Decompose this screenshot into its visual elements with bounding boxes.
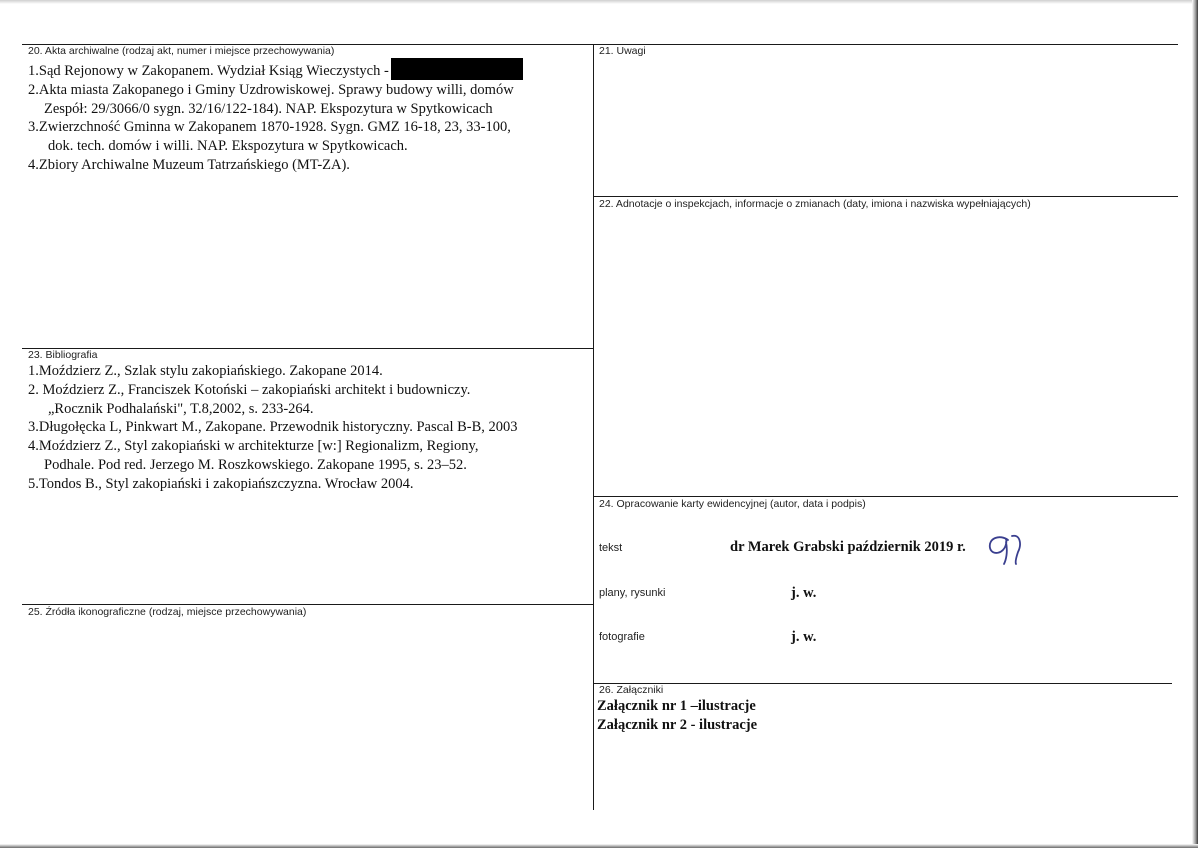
section-25-label: 25. Źródła ikonograficzne (rodzaj, miejsce przechowywania) bbox=[28, 606, 307, 618]
section-26-content bbox=[597, 697, 757, 735]
bibliography-line-6: Podhale. Pod red. Jerzego M. Roszkowskiego. Zakopane 1995, s. 23–52. bbox=[44, 456, 467, 473]
scan-edge-top bbox=[0, 0, 1198, 4]
divider-20-23 bbox=[22, 348, 593, 349]
archive-line-6: 4.Zbiory Archiwalne Muzeum Tatrzańskiego (MT-ZA). bbox=[28, 156, 350, 173]
section-20-label: 20. Akta archiwalne (rodzaj akt, numer i miejsce przechowywania) bbox=[28, 45, 335, 57]
center-divider bbox=[593, 44, 594, 810]
archive-line-1: 1.Sąd Rejonowy w Zakopanem. Wydział Ksiąg Wieczystych - bbox=[28, 58, 523, 81]
bibliography-line-5: 4.Moździerz Z., Styl zakopiański w architekturze [w:] Regionalizm, Regiony, bbox=[28, 438, 479, 455]
section-23-label: 23. Bibliografia bbox=[28, 349, 98, 361]
scan-edge-right bbox=[1192, 0, 1198, 848]
photos-label: fotografie bbox=[599, 631, 645, 643]
archive-line-4: 3.Zwierzchność Gminna w Zakopanem 1870-1928. Sygn. GMZ 16-18, 23, 33-100, bbox=[28, 119, 511, 136]
section-22-label: 22. Adnotacje o inspekcjach, informacje o zmianach (daty, imiona i nazwiska wypełniających) bbox=[599, 198, 1031, 210]
scan-edge-bottom bbox=[0, 844, 1198, 848]
archive-line-2: 2.Akta miasta Zakopanego i Gminy Uzdrowiskowej. Sprawy budowy willi, domów bbox=[28, 81, 514, 98]
divider-22-24 bbox=[593, 496, 1178, 497]
author-text-label: tekst bbox=[599, 542, 623, 554]
bibliography-line-1: 1.Moździerz Z., Szlak stylu zakopiańskiego. Zakopane 2014. bbox=[28, 363, 383, 379]
attachment-line-1: Załącznik nr 1 –ilustracje bbox=[597, 698, 756, 714]
bibliography-line-3: „Rocznik Podhalański", T.8,2002, s. 233-264. bbox=[48, 400, 314, 417]
redaction-bar bbox=[391, 58, 523, 80]
author-text-value: dr Marek Grabski październik 2019 r. bbox=[730, 539, 966, 555]
section-24-label: 24. Opracowanie karty ewidencyjnej (autor, data i podpis) bbox=[599, 498, 866, 510]
divider-24-26 bbox=[593, 683, 1172, 684]
photos-value: j. w. bbox=[791, 629, 817, 645]
plans-label: plany, rysunki bbox=[599, 587, 666, 599]
attachment-line-2: Załącznik nr 2 - ilustracje bbox=[597, 717, 758, 733]
archive-line-3: Zespół: 29/3066/0 sygn. 32/16/122-184). NAP. Ekspozytura w Spytkowicach bbox=[44, 100, 493, 117]
section-21-label: 21. Uwagi bbox=[599, 45, 646, 57]
handwritten-signature bbox=[982, 530, 1026, 566]
section-23-content bbox=[28, 362, 518, 494]
plans-value: j. w. bbox=[791, 585, 817, 601]
bibliography-line-7: 5.Tondos B., Styl zakopiański i zakopiańszczyzna. Wrocław 2004. bbox=[28, 475, 414, 492]
divider-21-22 bbox=[593, 196, 1178, 197]
bibliography-line-2: 2. Moździerz Z., Franciszek Kotoński – zakopiański architekt i budowniczy. bbox=[28, 381, 471, 398]
bibliography-line-4: 3.Długołęcka L, Pinkwart M., Zakopane. Przewodnik historyczny. Pascal B-B, 2003 bbox=[28, 419, 518, 436]
section-26-label: 26. Załączniki bbox=[599, 684, 664, 696]
divider-23-25 bbox=[22, 604, 593, 605]
section-20-content bbox=[28, 58, 523, 175]
archive-line-5: dok. tech. domów i willi. NAP. Ekspozytura w Spytkowicach. bbox=[48, 138, 408, 155]
